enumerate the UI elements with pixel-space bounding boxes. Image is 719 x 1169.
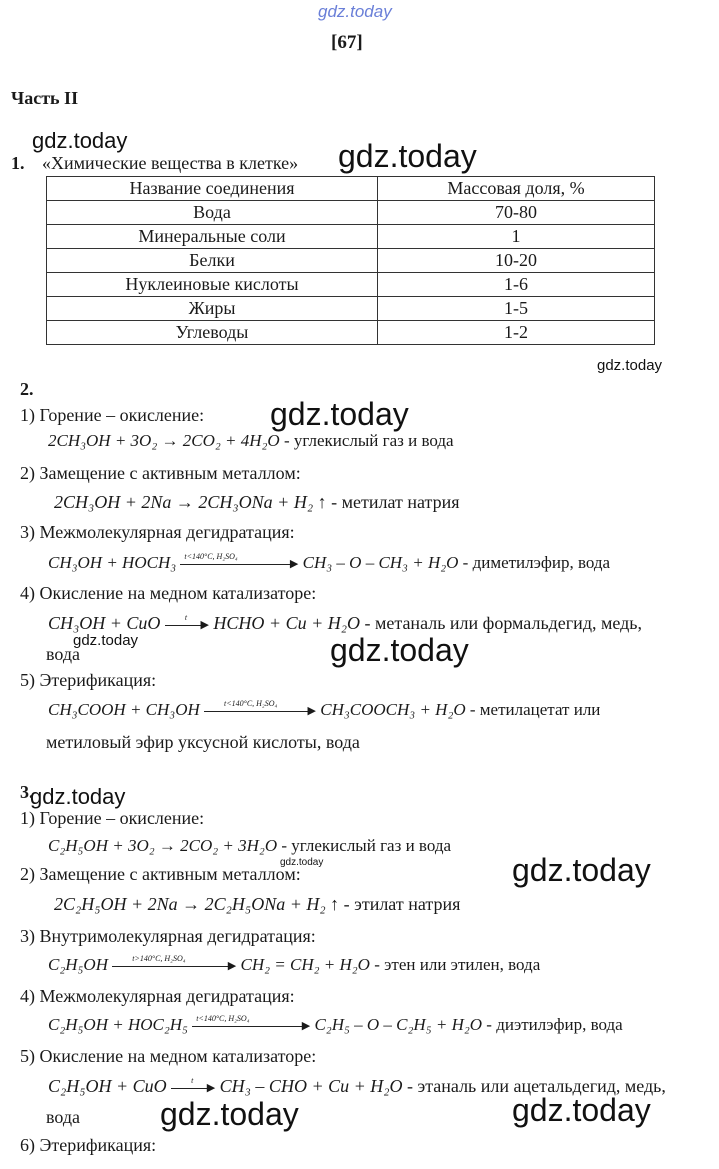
equation-text: C₂H₅OH + CuO — [48, 1076, 167, 1096]
reaction-description: - метилацетат или — [469, 700, 601, 719]
reaction-description: - углекислый газ и вода — [281, 836, 452, 855]
part-title: Часть II — [11, 88, 79, 108]
watermark: gdz.today — [30, 784, 126, 809]
reaction-description-cont: вода — [46, 1107, 81, 1127]
reaction-condition: t<140°C, H₂SO₄ — [184, 552, 238, 562]
watermark: gdz.today — [330, 632, 469, 668]
reaction-label: 6) Этерификация: — [20, 1135, 157, 1155]
reaction-arrow: t>140°C, H₂SO₄ ▶ — [112, 960, 236, 972]
table-row — [47, 273, 655, 297]
table-cell: Минеральные соли — [47, 225, 378, 249]
table-row — [47, 297, 655, 321]
table-cell: Нуклеиновые кислоты — [47, 273, 378, 297]
reaction-description: - метилат натрия — [331, 492, 460, 512]
reaction-equation — [54, 492, 460, 513]
watermark: gdz.today — [597, 357, 663, 374]
watermark: gdz.today — [32, 128, 128, 153]
table-cell: 10-20 — [378, 249, 655, 273]
reaction-equation — [48, 553, 610, 573]
table-row — [47, 225, 655, 249]
table-row — [47, 321, 655, 345]
reaction-label: 4) Окисление на медном катализаторе: — [20, 583, 317, 603]
equation-text: CH₂ = CH₂ + H₂O — [240, 955, 370, 974]
reaction-equation — [48, 1015, 623, 1035]
substances-table — [46, 176, 655, 345]
reaction-label: 1) Горение – окисление: — [20, 808, 205, 828]
q1-title: «Химические вещества в клетке» — [42, 153, 299, 173]
reaction-description: - диэтилэфир, вода — [486, 1015, 623, 1034]
table-row — [47, 249, 655, 273]
equation-text: 2CH₃OH + 3O₂ → 2CO₂ + 4H₂O — [48, 431, 280, 450]
equation-text: CH₃OH + CuO — [48, 613, 161, 633]
reaction-equation — [48, 613, 642, 634]
reaction-arrow: t<140°C, H₂SO₄ ▶ — [180, 558, 298, 570]
q3-number: 3. — [20, 782, 34, 802]
equation-text: CH₃COOCH₃ + H₂O — [320, 700, 466, 719]
table-cell: Жиры — [47, 297, 378, 321]
table-cell: Белки — [47, 249, 378, 273]
reaction-label: 5) Окисление на медном катализаторе: — [20, 1046, 317, 1066]
reaction-label: 1) Горение – окисление: — [20, 405, 205, 425]
equation-text: C₂H₅OH + HOC₂H₅ — [48, 1015, 188, 1034]
reaction-condition: t>140°C, H₂SO₄ — [132, 954, 186, 964]
table-cell: 70-80 — [378, 201, 655, 225]
reaction-label: 2) Замещение с активным металлом: — [20, 864, 301, 884]
equation-text: C₂H₅ – O – C₂H₅ + H₂O — [314, 1015, 483, 1034]
equation-text: 2CH₃OH + 2Na → 2CH₃ONa + H₂ ↑ — [54, 492, 327, 512]
watermark: gdz.today — [280, 857, 324, 868]
equation-text: C₂H₅OH — [48, 955, 108, 974]
reaction-equation — [48, 836, 451, 856]
reaction-condition: t — [184, 612, 188, 622]
page-number: [67] — [331, 32, 363, 53]
reaction-label: 2) Замещение с активным металлом: — [20, 463, 301, 483]
reaction-description: - метаналь или формальдегид, медь, — [364, 613, 642, 633]
table-header: Массовая доля, % — [378, 177, 655, 201]
reaction-label: 3) Внутримолекулярная дегидратация: — [20, 926, 316, 946]
reaction-label: 3) Межмолекулярная дегидратация: — [20, 522, 295, 542]
equation-text: 2C₂H₅OH + 2Na → 2C₂H₅ONa + H₂ ↑ — [54, 894, 340, 914]
reaction-equation — [48, 700, 600, 720]
reaction-description: - этен или этилен, вода — [374, 955, 541, 974]
watermark: gdz.today — [338, 138, 477, 174]
table-cell: Вода — [47, 201, 378, 225]
reaction-label: 4) Межмолекулярная дегидратация: — [20, 986, 295, 1006]
reaction-description-cont: вода — [46, 644, 81, 664]
table-header: Название соединения — [47, 177, 378, 201]
q2-number: 2. — [20, 379, 34, 399]
watermark: gdz.today — [270, 396, 409, 432]
reaction-description: - диметилэфир, вода — [462, 553, 611, 572]
reaction-condition: t — [191, 1075, 194, 1085]
table-cell: 1-6 — [378, 273, 655, 297]
table-cell: 1-5 — [378, 297, 655, 321]
watermark: gdz.today — [160, 1096, 299, 1132]
reaction-arrow: t<140°C, H₂SO₄ ▶ — [192, 1020, 310, 1032]
reaction-arrow: t ▶ — [171, 1082, 215, 1094]
table-cell: 1-2 — [378, 321, 655, 345]
equation-text: HCHO + Cu + H₂O — [213, 613, 360, 633]
watermark: gdz.today — [512, 852, 651, 888]
reaction-equation — [48, 1076, 666, 1097]
equation-text: CH₃OH + HOCH₃ — [48, 553, 177, 572]
equation-text: C₂H₅OH + 3O₂ → 2CO₂ + 3H₂O — [48, 836, 278, 855]
equation-text: CH₃COOH + CH₃OH — [48, 700, 200, 719]
equation-text: CH₃ – CHO + Cu + H₂O — [219, 1076, 403, 1096]
equation-text: CH₃ – O – CH₃ + H₂O — [302, 553, 459, 572]
table-cell: Углеводы — [47, 321, 378, 345]
watermark-top: gdz.today — [318, 2, 392, 21]
reaction-description: - этилат натрия — [343, 894, 461, 914]
reaction-arrow: t ▶ — [165, 619, 209, 631]
reaction-condition: t<140°C, H₂SO₄ — [196, 1014, 250, 1024]
reaction-description: - углекислый газ и вода — [283, 431, 454, 450]
reaction-description: - этаналь или ацетальдегид, медь, — [407, 1076, 666, 1096]
reaction-label: 5) Этерификация: — [20, 670, 157, 690]
reaction-equation — [48, 431, 454, 451]
reaction-description-cont: метиловый эфир уксусной кислоты, вода — [46, 732, 360, 752]
reaction-equation — [54, 894, 460, 915]
table-header-row — [47, 177, 655, 201]
reaction-equation — [48, 955, 540, 975]
table-cell: 1 — [378, 225, 655, 249]
watermark: gdz.today — [512, 1092, 651, 1128]
watermark: gdz.today — [73, 632, 139, 649]
q1-number: 1. — [11, 153, 25, 173]
table-row — [47, 201, 655, 225]
reaction-condition: t<140°C, H₂SO₄ — [224, 699, 278, 709]
reaction-arrow: t<140°C, H₂SO₄ ▶ — [204, 705, 316, 717]
